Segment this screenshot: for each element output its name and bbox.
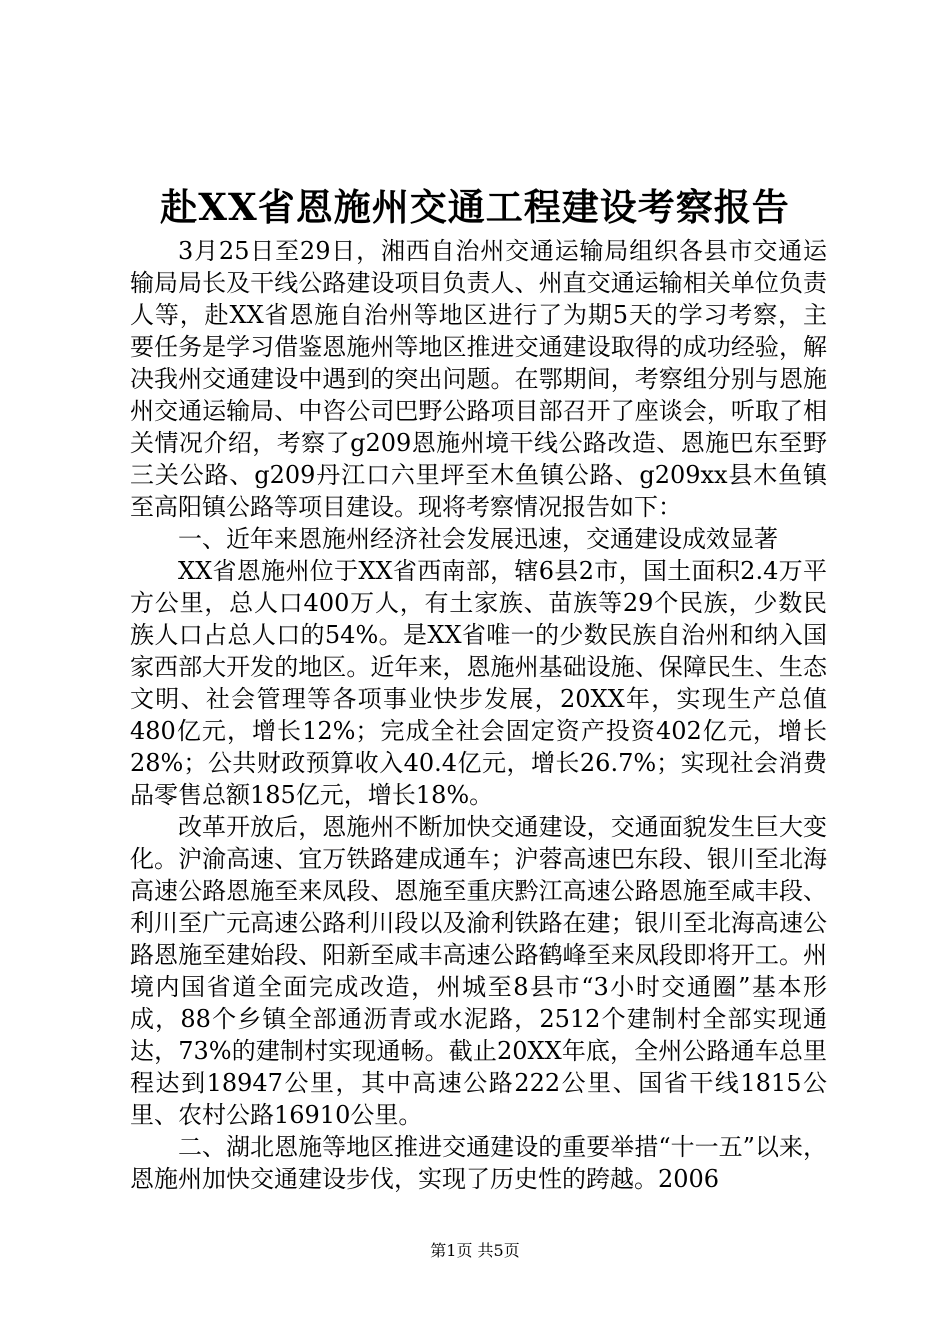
section-heading-1: 一、近年来恩施州经济社会发展迅速，交通建设成效显著 xyxy=(178,525,778,553)
paragraph-intro: 3月25日至29日，湘西自治州交通运输局组织各县市交通运输局局长及干线公路建设项目负责人、州直交通运输相关单位负责人等，赴XX省恩施自治州等地区进行了为期5天的学习考察，主要任务是学习借鉴恩施州等地区推进交通建设取得的成功经验，解决我州交通建设中遇到的突出问题。在鄂期间，考察组分别与恩施州交通运输局、中咨公司巴野公路项目部召开了座谈会，听取了相关情况介绍，考察了g209恩施州境干线公路改造、恩施巴东至野三关公路、g209丹江口六里坪至木鱼镇公路、g209xx县木鱼镇至高阳镇公路等项目建设。现将考察情况报告如下： xyxy=(130,237,827,521)
document-title: 赴XX省恩施州交通工程建设考察报告 xyxy=(160,185,790,229)
section-heading-2: 二、湖北恩施等地区推进交通建设的重要举措“十一五”以来，恩施州加快交通建设步伐，实现了历史性的跨越。2006 xyxy=(130,1133,827,1193)
document-body xyxy=(130,235,827,1195)
page-footer: 第1页 共5页 xyxy=(430,1241,520,1260)
paragraph-transport: 改革开放后，恩施州不断加快交通建设，交通面貌发生巨大变化。沪渝高速、宜万铁路建成通车；沪蓉高速巴东段、银川至北海高速公路恩施至来凤段、恩施至重庆黔江高速公路恩施至咸丰段、利川至广元高速公路利川段以及渝利铁路在建；银川至北海高速公路恩施至建始段、阳新至咸丰高速公路鹤峰至来凤段即将开工。州境内国省道全面完成改造，州城至8县市“3小时交通圈”基本形成，88个乡镇全部通沥青或水泥路，2512个建制村全部实现通达，73%的建制村实现通畅。截止20XX年底，全州公路通车总里程达到18947公里，其中高速公路222公里、国省干线1815公里、农村公路16910公里。 xyxy=(130,813,827,1129)
paragraph-overview: XX省恩施州位于XX省西南部，辖6县2市，国土面积2.4万平方公里，总人口400万人，有土家族、苗族等29个民族，少数民族人口占总人口的54%。是XX省唯一的少数民族自治州和纳入国家西部大开发的地区。近年来，恩施州基础设施、保障民生、生态文明、社会管理等各项事业快步发展，20XX年，实现生产总值480亿元，增长12%；完成全社会固定资产投资402亿元，增长28%；公共财政预算收入40.4亿元，增长26.7%；实现社会消费品零售总额185亿元，增长18%。 xyxy=(130,557,827,809)
